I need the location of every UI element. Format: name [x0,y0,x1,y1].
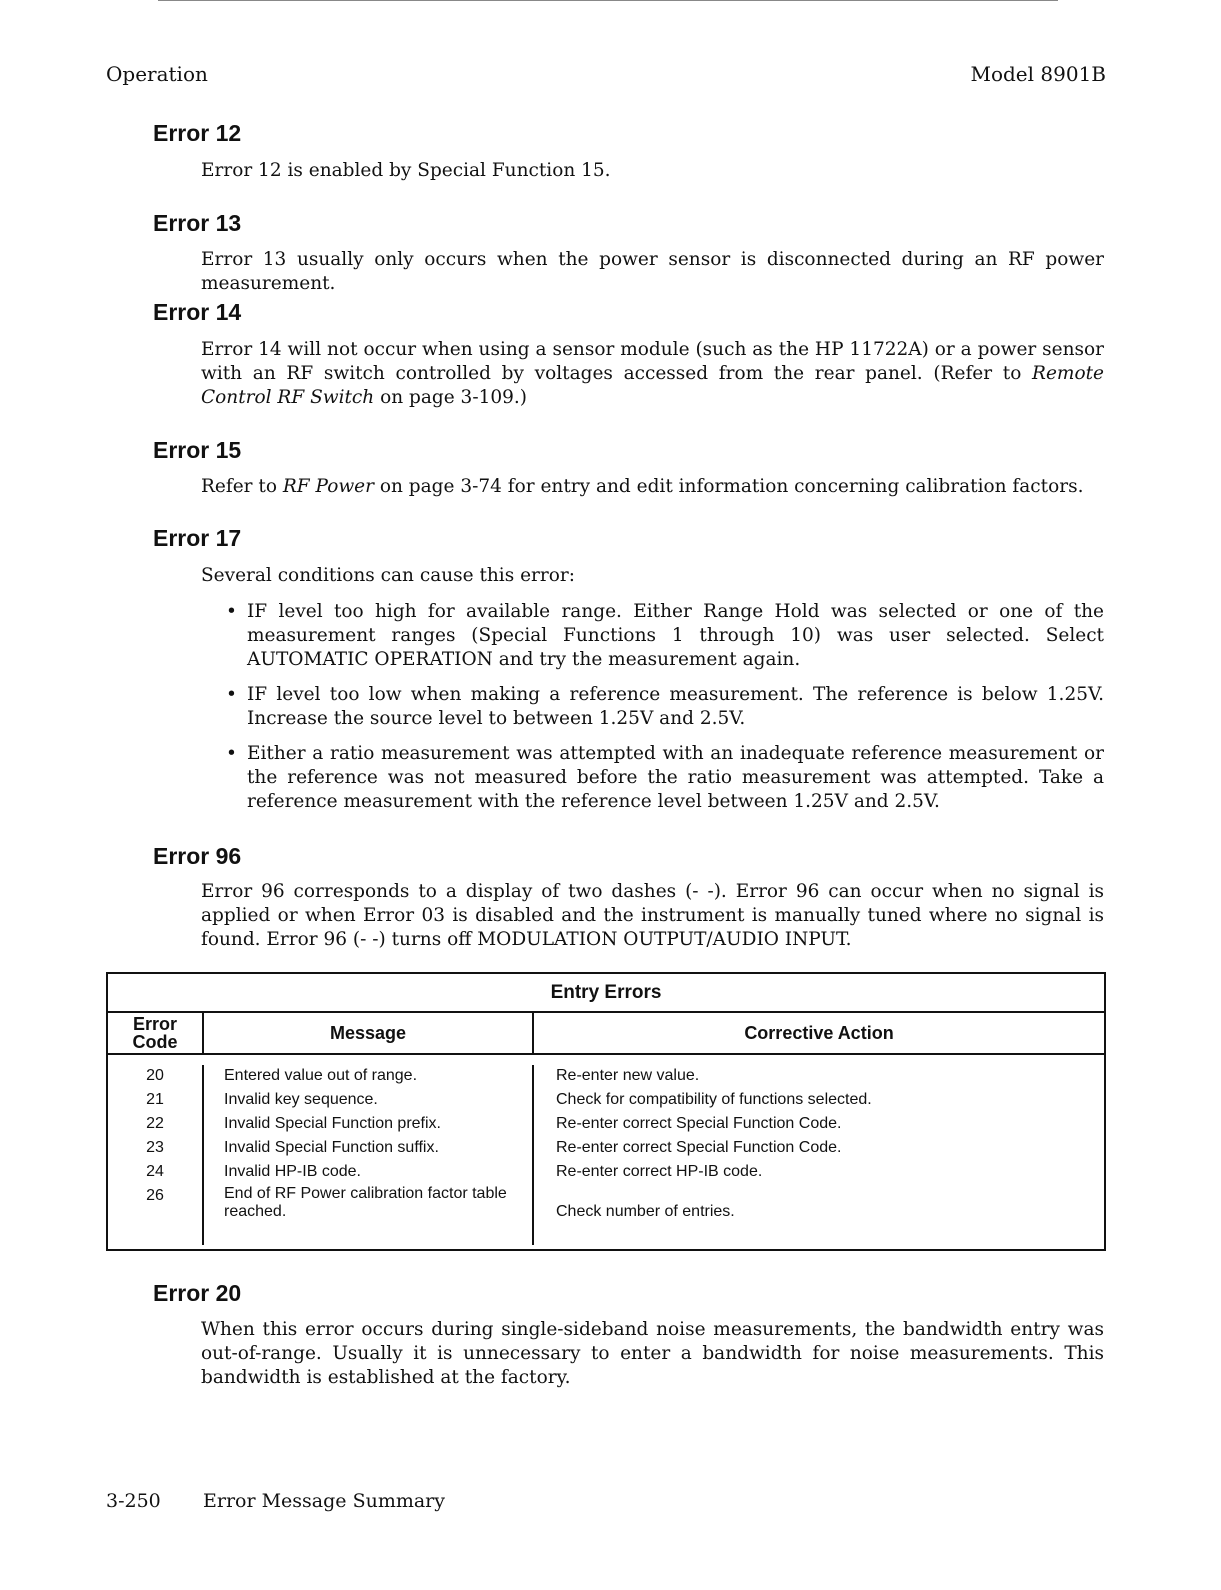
error-12-heading: Error 12 [153,120,242,146]
table-title: Entry Errors [108,974,1104,1013]
header-model-label: Model 8901B [970,62,1106,86]
error-15-text-a: Refer to [201,476,283,497]
message-column [204,1065,534,1245]
table-cell-action: Re-enter correct Special Function Code. [556,1115,842,1132]
table-cell-code: 23 [146,1139,164,1156]
table-cell-action: Check for compatibility of functions selected. [556,1091,872,1108]
error-14-text [201,338,1104,410]
table-cell-code: 22 [146,1115,164,1132]
table-cell-action: Re-enter correct HP-IB code. [556,1163,763,1180]
list-item-text: Either a ratio measurement was attempted with an inadequate reference measurement or the reference was not measured before the ratio measurement was attempted. Take a reference measurement with the reference level between 1.25V and 2.5V. [247,743,1104,812]
table-cell-code: 24 [146,1163,164,1180]
bullet-icon: • [226,743,237,764]
table-cell-message: Invalid key sequence. [224,1091,378,1108]
error-14-heading: Error 14 [153,299,242,325]
error-20-text: When this error occurs during single-sideband noise measurements, the bandwidth entry was out-of-range. Usually it is unnecessary to enter a bandwidth for noise measurements. This bandwidth is established at the factory. [201,1319,1104,1388]
table-cell-action: Re-enter new value. [556,1067,700,1084]
error-13-heading: Error 13 [153,210,242,236]
list-item-text: IF level too high for available range. Either Range Hold was selected or one of the measurement ranges (Special Functions 1 through 10) was user selected. Select AUTOMATIC OPERATION and try the measurement again. [247,601,1104,670]
error-15-text [201,475,1104,499]
error-14-text-b: on page 3-109.) [374,387,527,408]
error-12-text: Error 12 is enabled by Special Function 15. [201,160,611,181]
corrective-action-column [534,1065,1104,1245]
table-cell-action: Re-enter correct Special Function Code. [556,1139,842,1156]
table-cell-message: Invalid Special Function suffix. [224,1139,439,1156]
error-code-column [108,1065,204,1245]
table-cell-message: Invalid Special Function prefix. [224,1115,441,1132]
table-cell-message: End of RF Power calibration factor table reached. [224,1185,507,1220]
footer-page-number: 3-250 [106,1490,161,1512]
table-body [108,1055,1104,1249]
error-17-intro: Several conditions can cause this error: [201,565,575,586]
top-rule [158,0,1058,1]
table-cell-code: 26 [146,1187,164,1204]
footer-section-title: Error Message Summary [203,1490,445,1512]
error-96-text: Error 96 corresponds to a display of two dashes (- -). Error 96 can occur when no signal is applied or when Error 03 is disabled and the instrument is manually tuned where no signal is found. Error 96 (- -) turns off MODULATION OUTPUT/AUDIO INPUT. [201,881,1104,950]
error-14-reference: Remote Control RF Switch [201,363,1104,408]
error-15-reference: RF Power [282,476,374,497]
table-header-row [108,1013,1104,1055]
list-item [201,742,1104,814]
error-20-heading: Error 20 [153,1280,242,1306]
list-item [201,683,1104,731]
list-item-text: IF level too low when making a reference measurement. The reference is below 1.25V. Increase the source level to between 1.25V and 2.5V. [247,684,1104,729]
table-cell-message: Invalid HP-IB code. [224,1163,361,1180]
error-17-heading: Error 17 [153,525,242,551]
header-corrective-action: Corrective Action [744,1022,894,1043]
header-error-code: Error Code [108,1013,204,1053]
error-13-text: Error 13 usually only occurs when the power sensor is disconnected during an RF power measurement. [201,249,1104,294]
entry-errors-table [106,972,1106,1251]
header-message: Message [204,1013,534,1053]
error-96-heading: Error 96 [153,843,242,869]
error-15-heading: Error 15 [153,437,242,463]
table-cell-action: Check number of entries. [556,1203,735,1220]
list-item [201,600,1104,672]
header-section-label: Operation [106,62,208,86]
table-cell-code: 21 [146,1091,164,1108]
bullet-icon: • [226,601,237,622]
error-17-conditions-list [201,600,1104,825]
table-cell-code: 20 [146,1067,164,1084]
table-cell-message: Entered value out of range. [224,1067,418,1084]
error-14-text-a: Error 14 will not occur when using a sensor module (such as the HP 11722A) or a power sensor with an RF switch controlled by voltages accessed from the rear panel. (Refer to [201,339,1104,384]
error-15-text-b: on page 3-74 for entry and edit information concerning calibration factors. [373,476,1084,497]
bullet-icon: • [226,684,237,705]
